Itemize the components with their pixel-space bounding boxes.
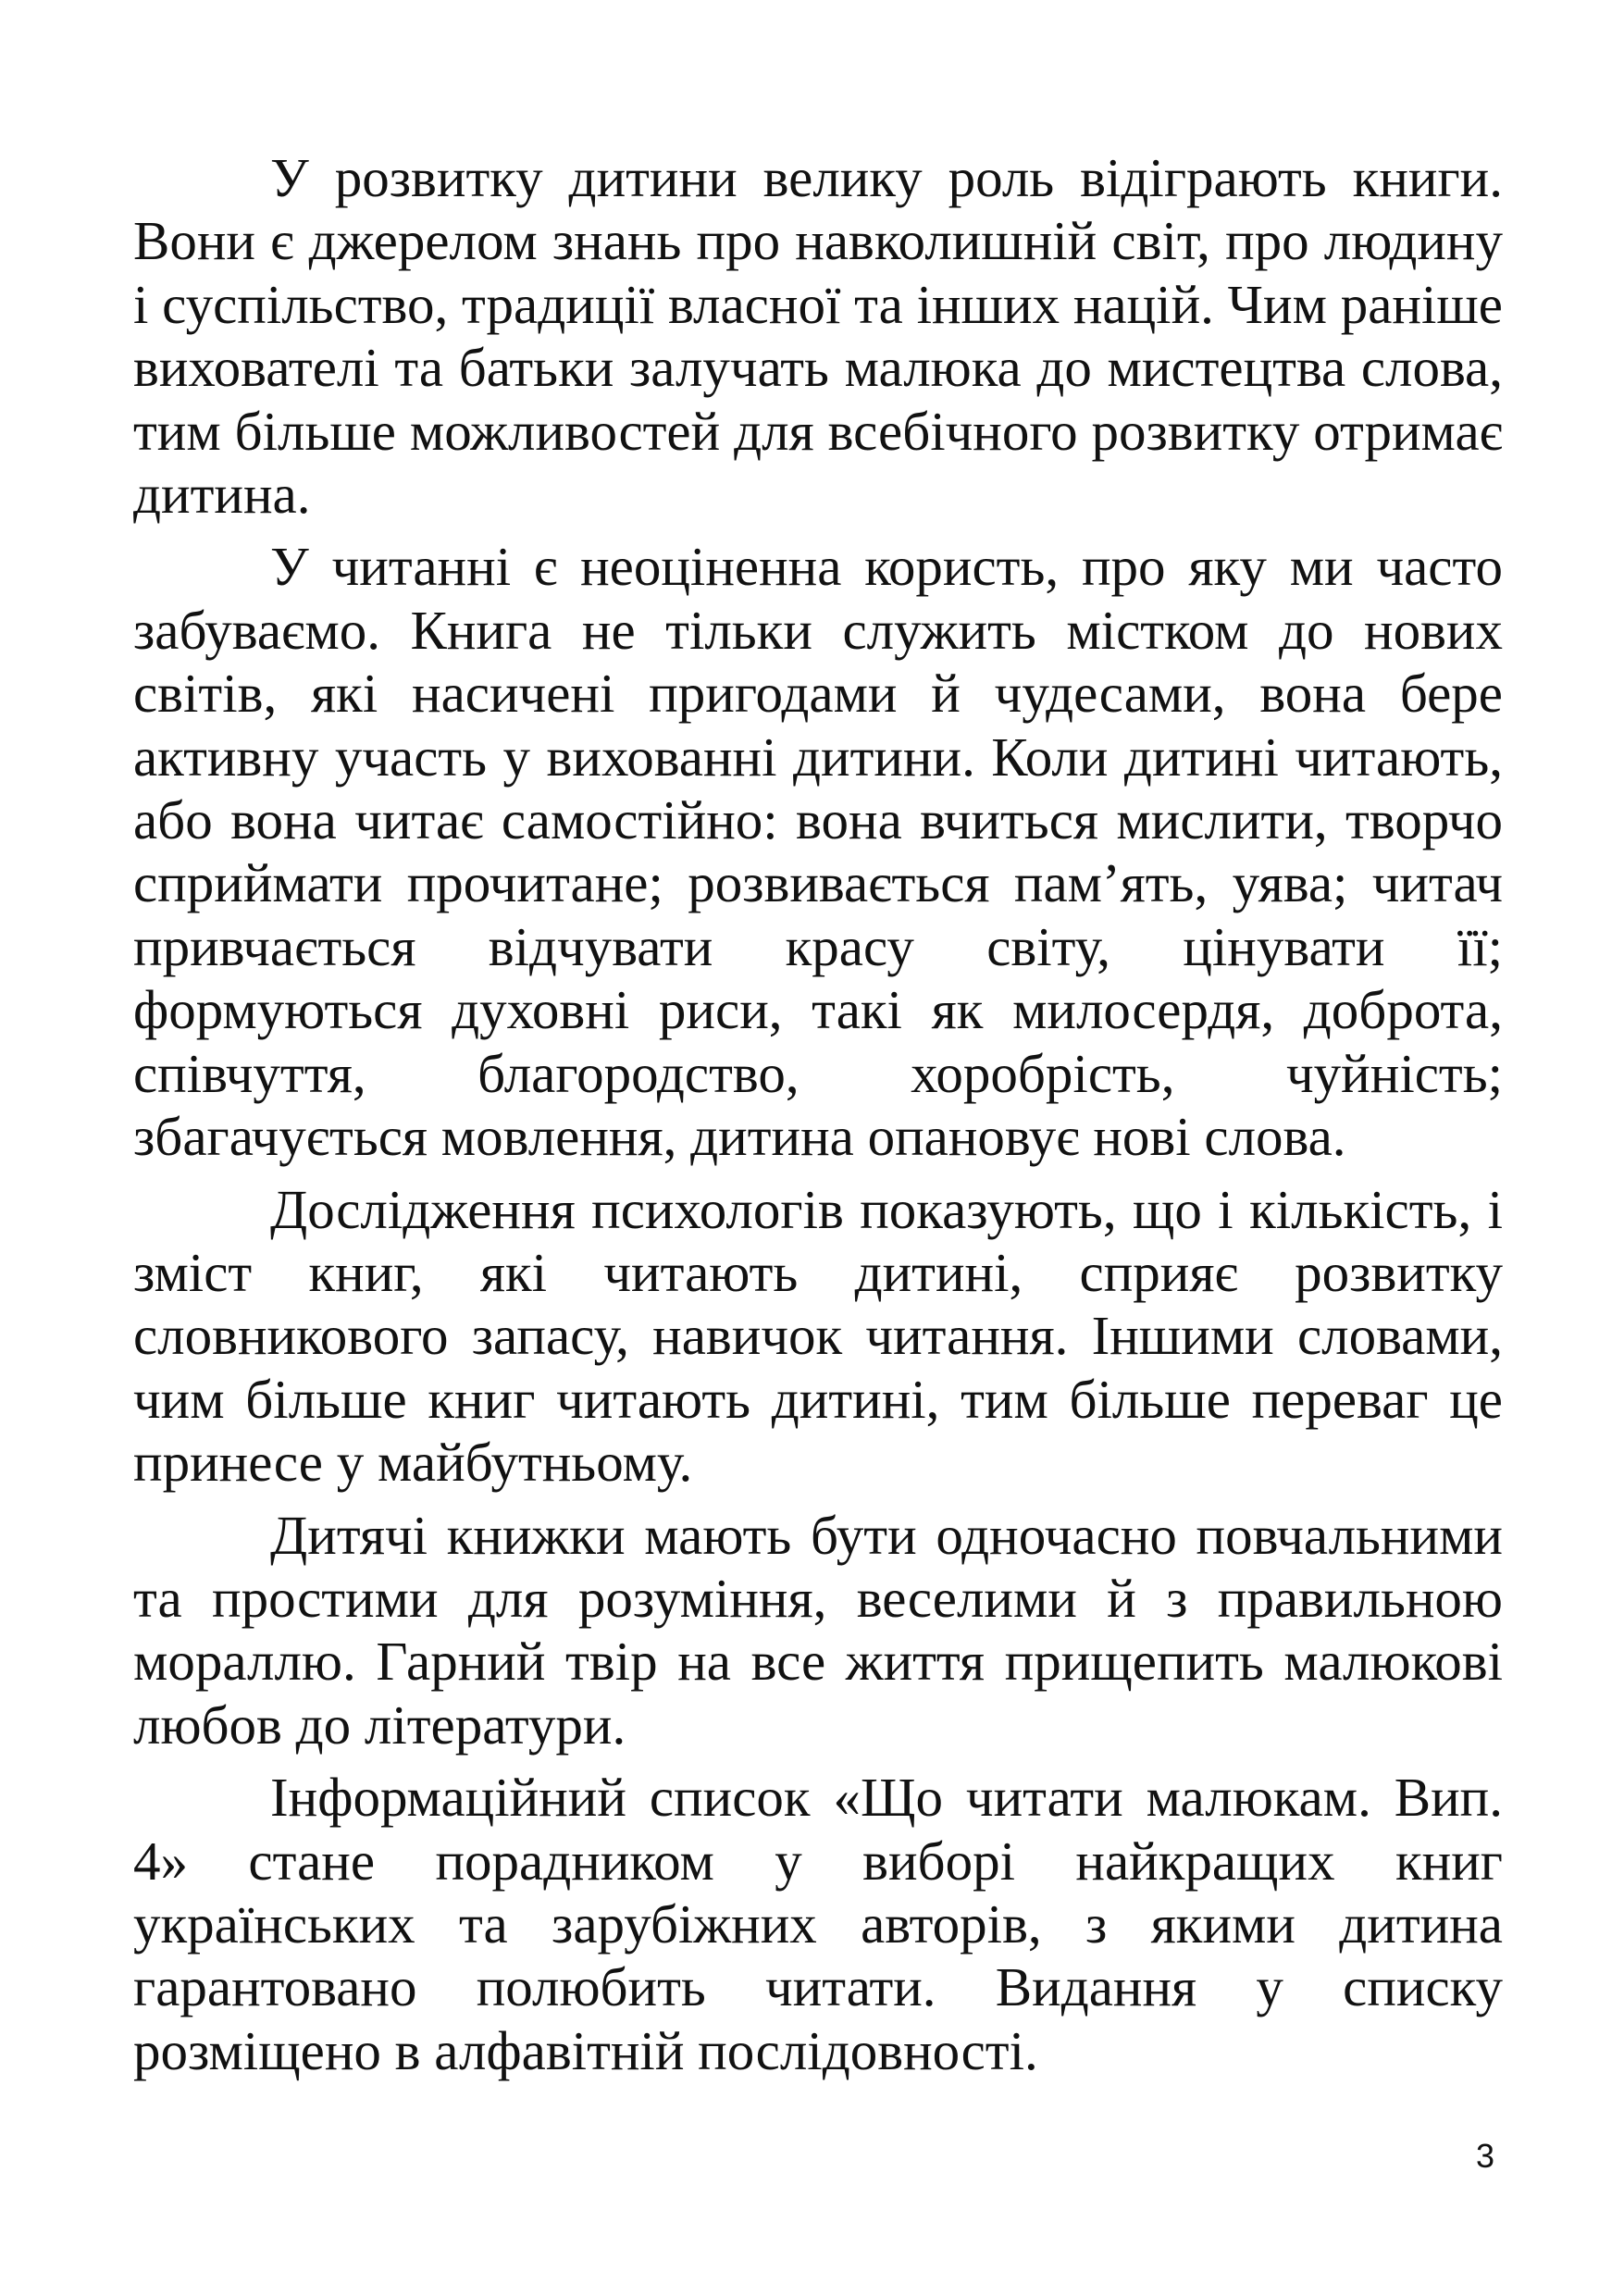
paragraph-information-list: Інформаційний список «Що читати малюкам. Вип. 4» стане порадником у виборі найкращих книг українських та зарубіжних авторів, з якими дитина гарантовано полюбить читати. Видання у списку розміщено в алфавітній послідовності. <box>133 1767 1503 2081</box>
paragraph-psychologists-research: Дослідження психологів показують, що і кількість, і зміст книг, які читають дитині, сприяє розвитку словникового запасу, навичок читання. Іншими словами, чим більше книг читають дитині, тим більше переваг це принесе у майбутньому. <box>133 1178 1503 1494</box>
paragraph-books-role: У розвитку дитини велику роль відіграють книги. Вони є джерелом знань про навколишній світ, про людину і суспільство, традиції власної та інших націй. Чим раніше вихователі та батьки залучать малюка до мистецтва слова, тим більше можливостей для всебічного розвитку отримає дитина. <box>133 147 1503 526</box>
page-number: 3 <box>1475 2137 1495 2175</box>
paragraph-childrens-books: Дитячі книжки мають бути одночасно повчальними та простими для розуміння, веселими й з правильною мораллю. Гарний твір на все життя прищепить малюкові любов до літератури. <box>133 1504 1503 1756</box>
paragraph-reading-benefit: У читанні є неоціненна користь, про яку ми часто забуваємо. Книга не тільки служить містком до нових світів, які насичені пригодами й чудесами, вона бере активну участь у вихованні дитини. Коли дитині читають, або вона читає самостійно: вона вчиться мислити, творчо сприймати прочитане; розвивається пам’ять, уява; читач привчається відчувати красу світу, цінувати її; формуються духовні риси, такі як милосердя, доброта, співчуття, благородство, хоробрість, чуйність; збагачується мовлення, дитина опановує нові слова. <box>133 536 1503 1168</box>
body-text <box>133 146 1503 2091</box>
